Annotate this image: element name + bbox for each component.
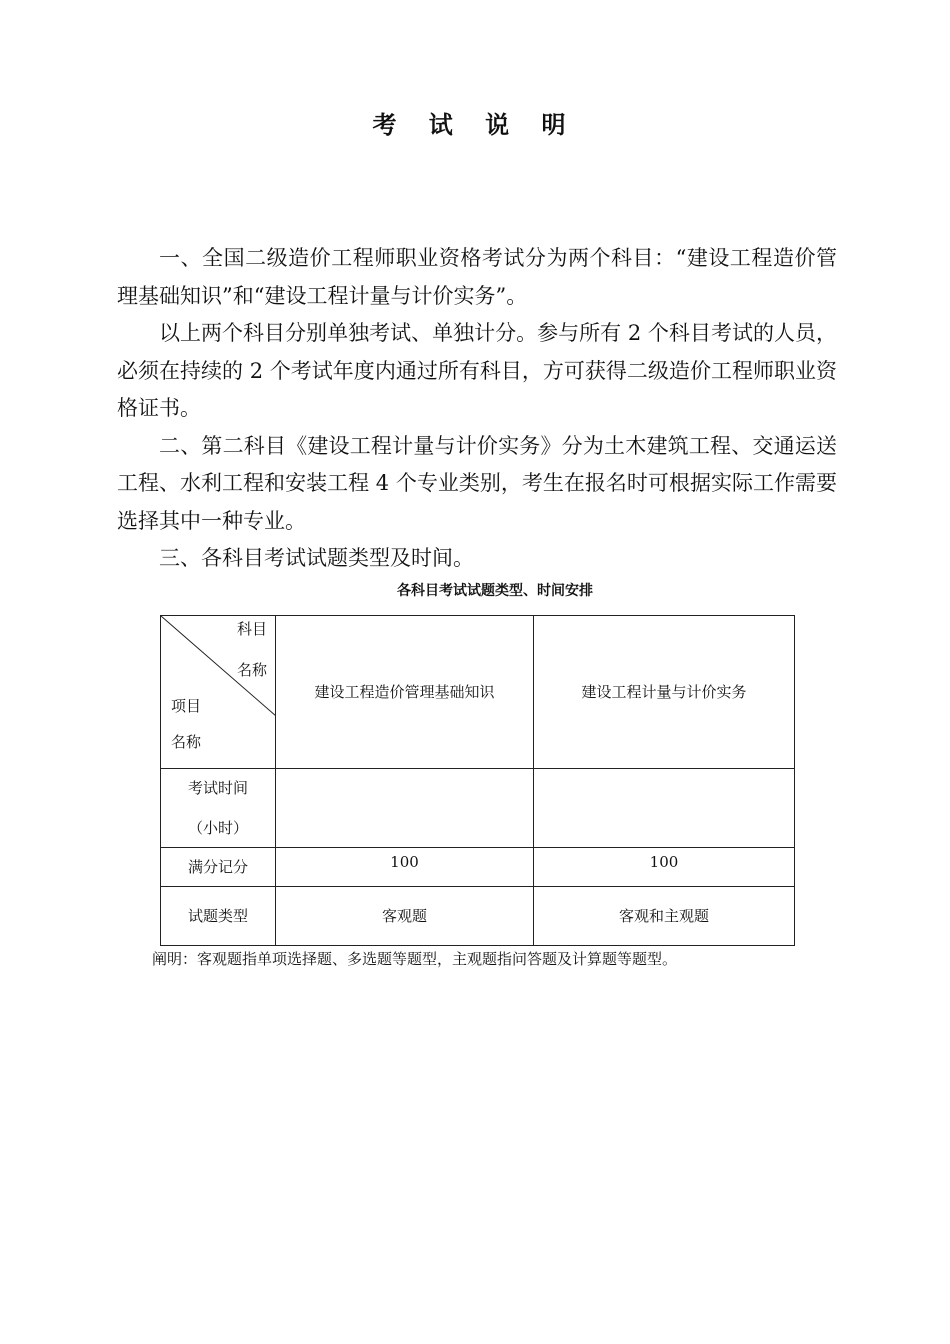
corner-label: 项目 [171, 697, 202, 715]
table-note: 阐明：客观题指单项选择题、多选题等题型，主观题指问答题及计算题等题型。 [152, 950, 678, 968]
page-title: 考 试 说 明 [372, 111, 578, 139]
row-label-line: 考试时间 [187, 779, 248, 797]
row-label [161, 769, 276, 848]
column-header: 建设工程造价管理基础知识 [276, 616, 534, 769]
table-cell [534, 769, 795, 848]
corner-cell [161, 616, 276, 769]
table-cell: 客观和主观题 [534, 887, 795, 946]
exam-table [160, 615, 795, 946]
column-header: 建设工程计量与计价实务 [534, 616, 795, 769]
paragraph: 三、各科目考试试题类型及时间。 [159, 546, 474, 570]
paragraph: 以上两个科目分别单独考试、单独计分。参与所有 2 个科目考试的人员，必须在持续的 2 个考试年度内通过所有科目，方可获得二级造价工程师职业资格证书。 [117, 321, 837, 420]
body-text [117, 240, 837, 578]
table-row [161, 769, 795, 848]
row-label-line: （小时） [187, 819, 248, 837]
table-row [161, 887, 795, 946]
table-header-row [161, 616, 795, 769]
table-row [161, 848, 795, 887]
row-label: 满分记分 [161, 848, 276, 887]
table-cell: 100 [534, 848, 795, 887]
paragraph: 一、全国二级造价工程师职业资格考试分为两个科目：“建设工程造价管理基础知识”和“建设工程计量与计价实务”。 [117, 246, 837, 308]
table-cell [276, 769, 534, 848]
corner-label: 科目 [236, 620, 267, 638]
corner-label: 名称 [171, 733, 202, 751]
corner-label: 名称 [236, 661, 267, 679]
table-caption: 各科目考试试题类型、时间安排 [397, 583, 593, 599]
row-label: 试题类型 [161, 887, 276, 946]
table-cell: 100 [276, 848, 534, 887]
table-cell: 客观题 [276, 887, 534, 946]
paragraph: 二、第二科目《建设工程计量与计价实务》分为土木建筑工程、交通运送工程、水利工程和安装工程 4 个专业类别，考生在报名时可根据实际工作需要选择其中一种专业。 [117, 433, 837, 533]
